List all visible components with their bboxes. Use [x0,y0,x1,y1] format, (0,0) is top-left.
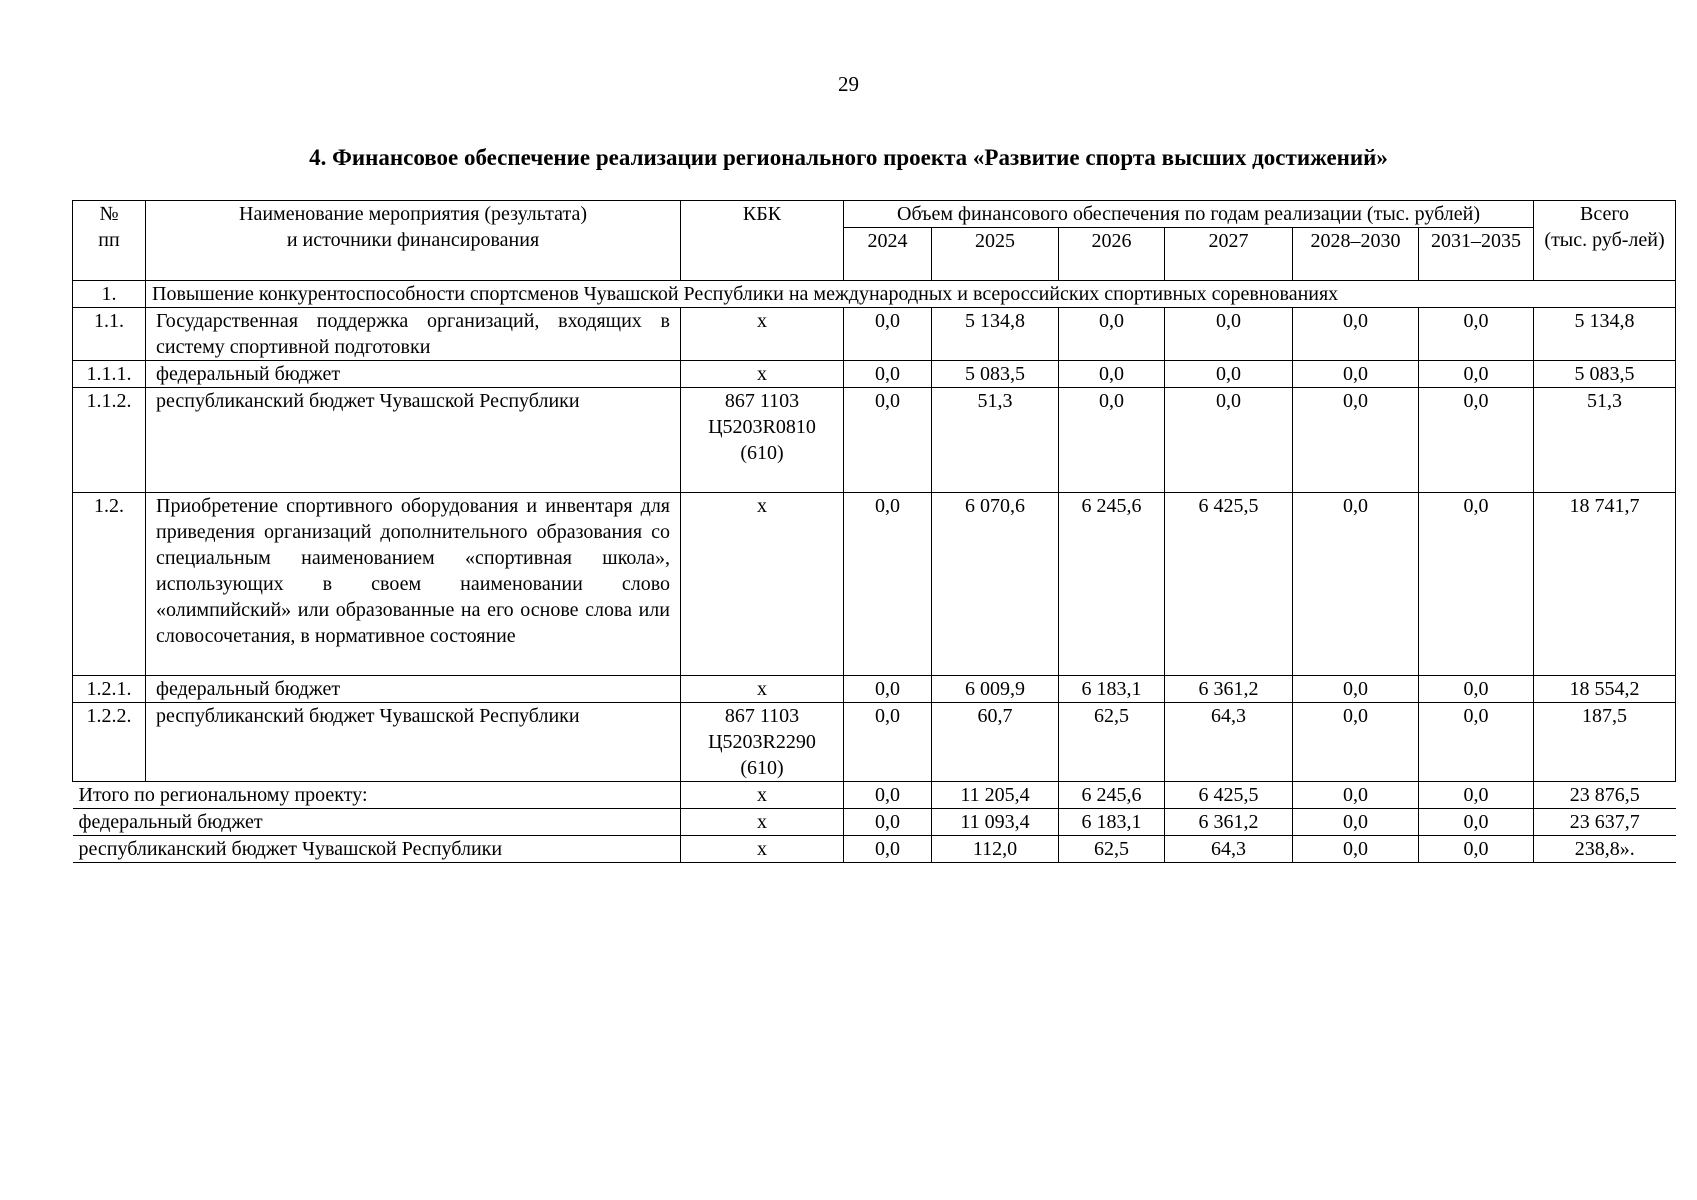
row-num: 1.1.1. [73,361,146,388]
financing-table [72,200,1676,863]
row-value: 0,0 [1419,493,1534,676]
totals-value: 6 361,2 [1165,809,1293,836]
totals-value: 6 425,5 [1165,782,1293,809]
row-value: 64,3 [1165,703,1293,782]
row-value: 0,0 [1165,388,1293,493]
header-total-line1: Всего [1580,203,1630,225]
totals-value: 11 205,4 [932,782,1059,809]
totals-value: 0,0 [844,809,932,836]
table-row [73,676,1676,703]
row-value: 0,0 [1419,361,1534,388]
row-total: 18 741,7 [1534,493,1676,676]
totals-value: 0,0 [844,836,932,863]
row-value: 0,0 [1165,361,1293,388]
header-num [73,201,146,281]
row-total: 5 083,5 [1534,361,1676,388]
row-value: 0,0 [1059,308,1165,361]
totals-value: 0,0 [1419,809,1534,836]
row-value: 6 009,9 [932,676,1059,703]
row-value: 5 134,8 [932,308,1059,361]
row-name: Государственная поддержка организаций, входящих в систему спортивной подготовки [146,308,681,361]
header-year: 2031–2035 [1419,228,1534,281]
row-num: 1.2. [73,493,146,676]
header-year: 2026 [1059,228,1165,281]
totals-total: 238,8». [1534,836,1676,863]
totals-kbk: х [681,836,844,863]
row-total: 5 134,8 [1534,308,1676,361]
header-total-line2: (тыс. руб-лей) [1544,229,1665,251]
page-number: 29 [838,72,859,96]
row-value: 0,0 [844,703,932,782]
totals-total: 23 637,7 [1534,809,1676,836]
row-value: 0,0 [844,308,932,361]
header-year: 2027 [1165,228,1293,281]
section-row [73,281,1676,308]
table-row [73,388,1676,493]
header-name-line2: и источники финансирования [286,229,540,251]
header-year: 2028–2030 [1293,228,1419,281]
table-row [73,308,1676,361]
row-kbk: 867 1103 Ц5203R2290 (610) [681,703,844,782]
row-name: республиканский бюджет Чувашской Республики [146,703,681,782]
row-value: 5 083,5 [932,361,1059,388]
row-value: 6 245,6 [1059,493,1165,676]
row-kbk: х [681,308,844,361]
header-name [146,201,681,281]
row-value: 0,0 [844,676,932,703]
table-row [73,703,1676,782]
row-name: федеральный бюджет [146,676,681,703]
totals-value: 0,0 [1293,809,1419,836]
totals-value: 0,0 [1419,836,1534,863]
header-year: 2025 [932,228,1059,281]
totals-value: 0,0 [844,782,932,809]
row-value: 6 183,1 [1059,676,1165,703]
row-value: 0,0 [1419,676,1534,703]
row-value: 62,5 [1059,703,1165,782]
row-total: 51,3 [1534,388,1676,493]
row-value: 0,0 [844,361,932,388]
totals-total: 23 876,5 [1534,782,1676,809]
row-num: 1.1.2. [73,388,146,493]
totals-value: 11 093,4 [932,809,1059,836]
totals-row [73,782,1676,809]
row-value: 0,0 [844,493,932,676]
totals-value: 0,0 [1293,782,1419,809]
header-kbk: КБК [681,201,844,281]
row-value: 0,0 [1293,676,1419,703]
row-value: 51,3 [932,388,1059,493]
totals-value: 62,5 [1059,836,1165,863]
row-value: 0,0 [1419,308,1534,361]
row-value: 0,0 [1059,361,1165,388]
header-year: 2024 [844,228,932,281]
totals-label: федеральный бюджет [73,809,681,836]
totals-kbk: х [681,809,844,836]
row-value: 0,0 [1293,308,1419,361]
totals-value: 112,0 [932,836,1059,863]
row-kbk: х [681,676,844,703]
row-value: 0,0 [1293,388,1419,493]
row-value: 0,0 [1293,361,1419,388]
row-value: 0,0 [1165,308,1293,361]
totals-label: Итого по региональному проекту: [73,782,681,809]
totals-value: 6 245,6 [1059,782,1165,809]
row-kbk: 867 1103 Ц5203R0810 (610) [681,388,844,493]
row-kbk: х [681,361,844,388]
totals-row [73,836,1676,863]
row-value: 0,0 [1419,703,1534,782]
row-name: федеральный бюджет [146,361,681,388]
row-value: 6 425,5 [1165,493,1293,676]
totals-row [73,809,1676,836]
totals-value: 64,3 [1165,836,1293,863]
row-value: 0,0 [1059,388,1165,493]
header-volume: Объем финансового обеспечения по годам реализации (тыс. рублей) [844,201,1534,228]
row-total: 187,5 [1534,703,1676,782]
table-header-row [73,201,1676,228]
row-kbk: х [681,493,844,676]
header-total [1534,201,1676,281]
header-name-line1: Наименование мероприятия (результата) [239,203,587,225]
row-value: 0,0 [1419,388,1534,493]
totals-value: 0,0 [1419,782,1534,809]
row-name: республиканский бюджет Чувашской Республики [146,388,681,493]
page-title: 4. Финансовое обеспечение реализации регионального проекта «Развитие спорта высших достижений» [309,145,1388,170]
row-num: 1.1. [73,308,146,361]
table-row [73,493,1676,676]
table-row [73,361,1676,388]
section-title: Повышение конкурентоспособности спортсменов Чувашской Республики на международных и всероссийских спортивных соревнованиях [146,281,1676,308]
row-num: 1.2.1. [73,676,146,703]
row-value: 6 361,2 [1165,676,1293,703]
row-num: 1.2.2. [73,703,146,782]
row-value: 0,0 [1293,703,1419,782]
row-value: 60,7 [932,703,1059,782]
totals-kbk: х [681,782,844,809]
row-total: 18 554,2 [1534,676,1676,703]
section-num: 1. [73,281,146,308]
row-value: 0,0 [1293,493,1419,676]
header-num-line2: пп [98,229,120,251]
row-name: Приобретение спортивного оборудования и инвентаря для приведения организаций дополнительного образования со специальным наименованием «спортивная школа», использующих в своем наименовании слово «олимпийский» или образованные на его основе слова или словосочетания, в нормативное состояние [146,493,681,676]
header-num-line1: № [99,203,119,225]
row-value: 0,0 [844,388,932,493]
totals-value: 0,0 [1293,836,1419,863]
row-value: 6 070,6 [932,493,1059,676]
totals-label: республиканский бюджет Чувашской Республики [73,836,681,863]
totals-value: 6 183,1 [1059,809,1165,836]
